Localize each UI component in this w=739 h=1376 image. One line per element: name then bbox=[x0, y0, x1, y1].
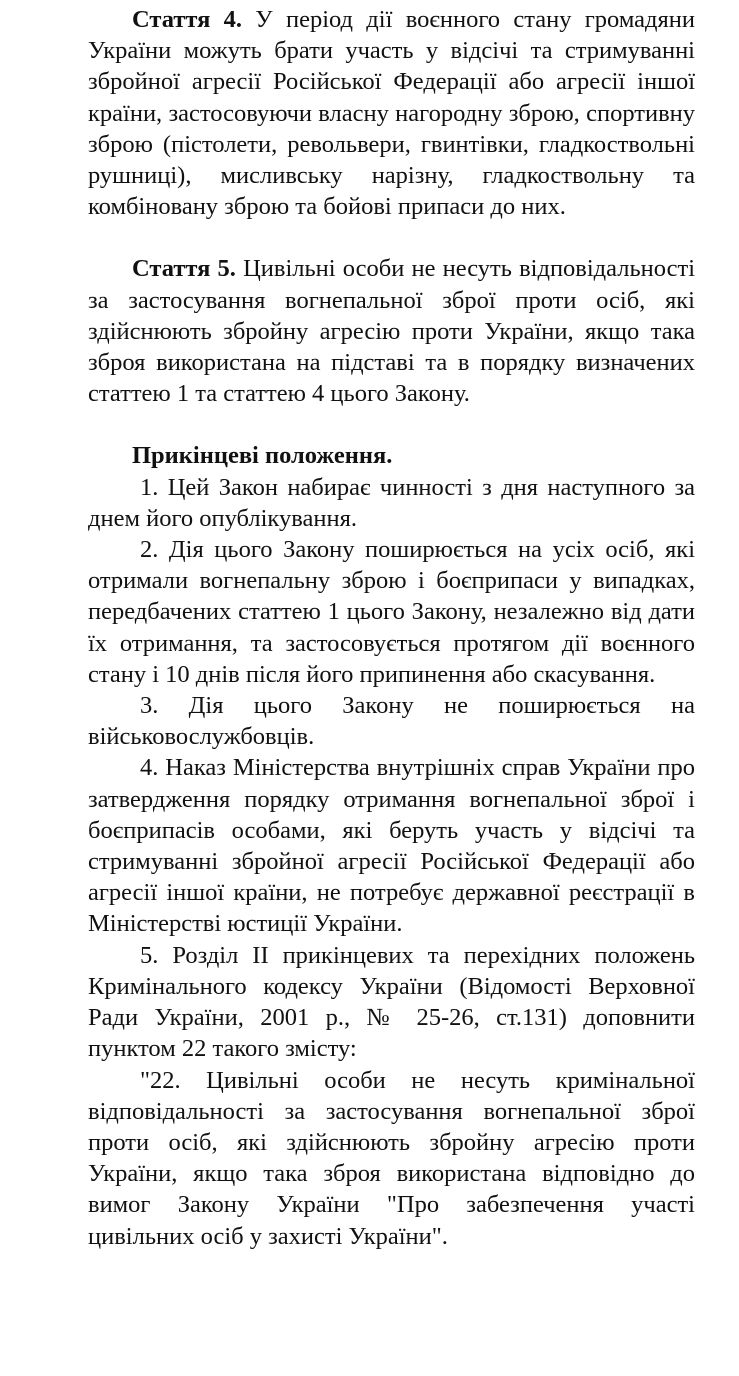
article-4-label: Стаття 4. bbox=[132, 6, 242, 33]
item-text: Розділ ІІ прикінцевих та перехідних положень Кримінального кодексу України (Відомості Верховної Ради України, 2001 р., № 25-26, ст.131) доповнити пунктом 22 такого змісту: bbox=[88, 941, 695, 1063]
item-number: 3. bbox=[140, 692, 159, 720]
final-provision-item-5 bbox=[88, 940, 695, 1065]
final-provision-item-4 bbox=[88, 752, 695, 939]
final-provision-item-2 bbox=[88, 534, 695, 690]
item-number: 1. bbox=[140, 473, 159, 501]
item-number: 2. bbox=[140, 536, 159, 564]
article-5 bbox=[88, 253, 695, 409]
article-5-text: Цивільні особи не несуть відповідальності за застосування вогнепальної зброї проти осіб, які здійснюють збройну агресію проти України, якщо така зброя використана на підставі та в порядку визначених статтею 1 та статтею 4 цього Закону. bbox=[88, 255, 696, 408]
item-text: Наказ Міністерства внутрішніх справ України про затвердження порядку отримання вогнепальної зброї і боєприпасів особами, які беруть участь у відсічі та стримуванні збройної агресії Російської Федерації або агресії іншої країни, не потребує державної реєстрації в Міністерстві юстиції України. bbox=[88, 754, 695, 938]
final-provision-item-3 bbox=[88, 690, 695, 752]
item-text: Дія цього Закону поширюється на усіх осіб, які отримали вогнепальну зброю і боєприпаси у випадках, передбачених статтею 1 цього Закону, незалежно від дати їх отримання, та застосовується протягом дії воєнного стану і 10 днів після його припинення або скасування. bbox=[88, 536, 695, 688]
criminal-code-amendment-quote: "22. Цивільні особи не несуть кримінальної відповідальності за застосування вогнепальної зброї проти осіб, які здійснюють збройну агресію проти України, якщо така зброя використана відповідно до вимог Закону України "Про забезпечення участі цивільних осіб у захисті України". bbox=[88, 1066, 695, 1250]
article-4 bbox=[88, 4, 695, 222]
article-5-label: Стаття 5. bbox=[132, 255, 236, 283]
item-text: Дія цього Закону не поширюється на військовослужбовців. bbox=[88, 692, 695, 751]
final-provision-item-1 bbox=[88, 472, 695, 534]
final-provisions-heading: Прикінцеві положення. bbox=[132, 442, 393, 470]
item-number: 4. bbox=[140, 754, 159, 782]
article-4-text: У період дії воєнного стану громадяни України можуть брати участь у відсічі та стримуванні збройної агресії Російської Федерації або агресії іншої країни, застосовуючи власну нагородну зброю, спортивну зброю (пістолети, револьвери, гвинтівки, гладкоствольні рушниці), мисливську нарізну, гладкоствольну та комбіновану зброю та бойові припаси до них. bbox=[88, 6, 695, 221]
item-text: Цей Закон набирає чинності з дня наступного за днем його опублікування. bbox=[88, 473, 695, 532]
item-number: 5. bbox=[140, 941, 159, 969]
